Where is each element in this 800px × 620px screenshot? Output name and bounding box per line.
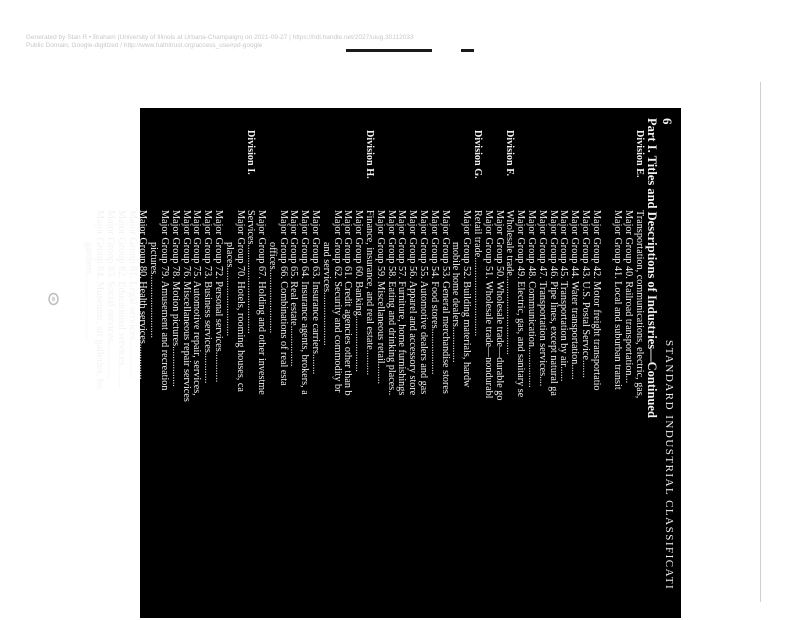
group-entry: Major Group 46. Pipe lines, except natural ga — [547, 210, 559, 396]
contents-row — [482, 130, 493, 620]
contents-row — [633, 130, 644, 620]
group-entry: Major Group 73. Business services............ — [202, 210, 214, 384]
group-entry: Major Group 57. Furniture, home furnishings — [396, 210, 408, 396]
group-entry: Major Group 47. Transportation services.... — [536, 210, 548, 387]
contents-row — [579, 130, 590, 620]
contents-row — [612, 130, 623, 620]
contents-row — [309, 130, 320, 620]
contents-row — [93, 130, 104, 620]
group-entry: Major Group 72. Personal services............ — [212, 210, 224, 383]
scan-edge-line — [760, 82, 761, 602]
scan-rule-short — [461, 49, 474, 52]
contents-row — [169, 130, 180, 620]
contents-row — [137, 130, 148, 620]
group-entry: Major Group 65. Real estate................ — [288, 210, 300, 367]
contents-row — [622, 130, 633, 620]
group-entry: Transportation, communications, electric, gas, — [634, 210, 645, 399]
contents-row — [385, 130, 396, 620]
group-entry: pictures......................... — [148, 242, 160, 338]
contents-row — [547, 130, 558, 620]
part-title: Part I. Titles and Descriptions of Industries—Continued — [645, 118, 659, 418]
group-entry: Major Group 70. Hotels, rooming houses, ca — [234, 210, 246, 392]
group-entry: Major Group 64. Insurance agents, brokers, a — [299, 210, 311, 395]
contents-row — [428, 130, 439, 620]
contents-row — [234, 130, 245, 620]
group-entry: Major Group 54. Food stores.................. — [428, 210, 440, 375]
group-entry: Major Group 63. Insurance carriers........ — [310, 210, 322, 375]
contents-row — [180, 130, 191, 620]
group-entry: mobile home dealers.............. — [450, 242, 462, 363]
group-entry: Major Group 62. Security and commodity br — [331, 210, 343, 393]
contents-row — [417, 130, 428, 620]
punch-hole-icon — [48, 292, 59, 306]
contents-row — [126, 130, 137, 620]
contents-row — [525, 130, 536, 620]
contents-row — [212, 130, 223, 620]
group-entry: Major Group 84. Museums, art galleries, bo — [94, 210, 106, 390]
group-entry: Major Group 45. Transportation by air...... — [558, 210, 570, 382]
group-entry: Major Group 42. Motor freight transportatio — [590, 210, 602, 391]
contents-row — [514, 130, 525, 620]
contents-row — [460, 130, 471, 620]
group-entry: Major Group 82. Educational services......... — [115, 210, 127, 389]
contents-row — [147, 130, 158, 620]
group-entry: Major Group 41. Local and suburban transit — [612, 210, 624, 390]
contents-row — [342, 130, 353, 620]
group-entry: Major Group 80. Health services.............. — [137, 210, 149, 380]
contents-row — [536, 130, 547, 620]
group-entry: places........................... — [223, 242, 235, 337]
group-entry: Services................................... — [245, 210, 257, 334]
group-entry: Major Group 52. Building materials, hardw — [461, 210, 473, 388]
contents-row — [363, 130, 374, 620]
contents-row — [406, 130, 417, 620]
division-label: Division F. — [504, 130, 516, 177]
group-entry: Major Group 79. Amusement and recreation — [158, 210, 170, 391]
source-watermark-line-2: Public Domain, Google-digitized / http://www.hathitrust.org/access_use#pd-google — [26, 42, 263, 49]
running-title: STANDARD INDUSTRIAL CLASSIFICATI — [663, 340, 675, 591]
source-watermark — [26, 34, 546, 50]
group-entry: Retail trade............................... — [472, 210, 484, 337]
group-entry: Major Group 58. Eating and drinking places.. — [385, 210, 397, 396]
group-entry: Major Group 61. Credit agencies other than b — [342, 210, 354, 396]
contents-row — [493, 130, 504, 620]
contents-row — [450, 130, 461, 620]
group-entry: Wholesale trade............................... — [504, 210, 516, 355]
group-entry: Major Group 53. General merchandise stores — [439, 210, 451, 394]
group-entry: Major Group 56. Apparel and accessory store — [407, 210, 419, 396]
group-entry: Major Group 60. Banking...................... — [353, 210, 365, 372]
division-label: Division I. — [245, 130, 257, 175]
contents-row — [374, 130, 385, 620]
contents-row — [299, 130, 310, 620]
contents-row — [104, 130, 115, 620]
division-label: Division G. — [472, 130, 484, 179]
contents-row — [115, 130, 126, 620]
group-entry: Major Group 55. Automotive dealers and gas — [418, 210, 430, 395]
group-entry: Major Group 67. Holding and other investme — [256, 210, 268, 395]
group-entry: and services..................... — [320, 242, 332, 346]
scanned-page — [83, 108, 681, 618]
contents-row — [320, 130, 331, 620]
contents-row — [255, 130, 266, 620]
group-entry: Major Group 44. Water transportation...... — [569, 210, 581, 380]
contents-row — [201, 130, 212, 620]
group-entry: Major Group 48. Communication................ — [526, 210, 538, 388]
division-label: Division E. — [634, 130, 645, 178]
contents-row — [568, 130, 579, 620]
page-number: 6 — [660, 118, 675, 125]
group-entry: Major Group 49. Electric, gas, and sanitary se — [515, 210, 527, 398]
scan-rule-long — [346, 49, 432, 52]
group-entry: Major Group 40. Railroad transportation... — [623, 210, 635, 384]
contents-row — [288, 130, 299, 620]
group-entry: Major Group 83. Social services.............. — [104, 210, 116, 378]
contents-row — [601, 130, 612, 620]
contents-row — [558, 130, 569, 620]
group-entry: Finance, insurance, and real estate.......... — [364, 210, 376, 376]
contents-row — [245, 130, 256, 620]
contents-row — [266, 130, 277, 620]
group-entry: Major Group 66. Combinations of real esta — [277, 210, 289, 386]
contents-row — [277, 130, 288, 620]
contents-row — [331, 130, 342, 620]
rotated-page-content — [83, 108, 681, 618]
contents-row — [83, 130, 94, 620]
group-entry: Major Group 81. Legal services............... — [126, 210, 138, 379]
contents-row — [158, 130, 169, 620]
group-entry: offices......................... — [266, 242, 278, 334]
contents-row — [504, 130, 515, 620]
group-entry: Major Group 59. Miscellaneous retail........ — [374, 210, 386, 384]
contents-row — [396, 130, 407, 620]
group-entry: Major Group 75. Automotive repair, services, — [191, 210, 203, 396]
contents-row — [223, 130, 234, 620]
contents-row — [191, 130, 202, 620]
group-entry: Major Group 43. U.S. Postal Service....... — [580, 210, 592, 378]
group-entry: Major Group 50. Wholesale trade—durable go — [493, 210, 505, 401]
group-entry: Major Group 78. Motion pictures................ — [169, 210, 181, 387]
source-watermark-line-1: Generated by Stan R • Braham (University of Illinois at Urbana-Champaign) on 2021-09-27 | https://hdl.handle.net/2027/uiug.30112033 — [26, 34, 414, 41]
group-entry: Major Group 51. Wholesale trade—nondurabl — [482, 210, 494, 399]
group-entry: gardens.......................... — [83, 242, 95, 340]
group-entry: Major Group 76. Miscellaneous repair services — [180, 210, 192, 402]
contents-row — [590, 130, 601, 620]
contents-list — [83, 130, 644, 620]
contents-row — [471, 130, 482, 620]
contents-row — [352, 130, 363, 620]
division-label: Division H. — [364, 130, 376, 179]
contents-row — [439, 130, 450, 620]
